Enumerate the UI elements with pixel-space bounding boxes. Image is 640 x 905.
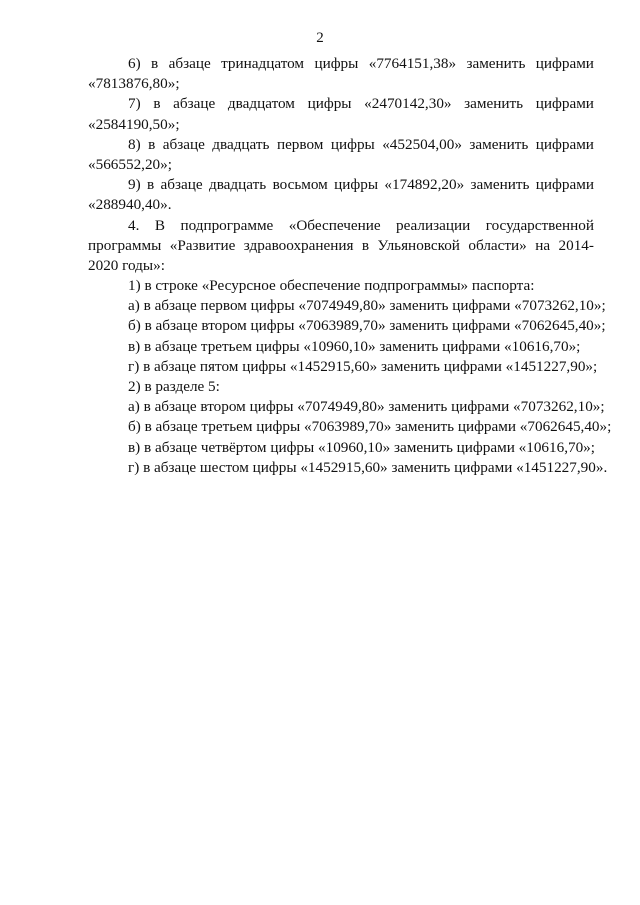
text-word: 8) [128,135,141,153]
text-word: в [153,95,161,113]
text-line: «566552,20»; [88,155,172,173]
text-word: двадцатом [227,95,295,113]
text-word: «Развитие [169,236,236,254]
text-word: области» [468,236,527,254]
text-word: в [147,176,155,194]
text-line [88,175,594,195]
text-word: реализации [396,216,471,234]
text-word: на [535,236,551,254]
text-word: двадцать [212,135,270,153]
text-word: тринадцатом [221,55,305,72]
text-word: цифрами [535,95,594,113]
text-line: г) в абзаце шестом цифры «1452915,60» заменить цифрами «1451227,90». [128,458,608,476]
text-word: В [154,216,165,234]
page-number: 2 [316,30,324,46]
text-word: первом [276,135,324,153]
document-body [88,54,612,478]
text-word: цифры [334,176,379,194]
text-line [88,54,594,74]
text-line: 1) в строке «Ресурсное обеспечение подпрограммы» паспорта: [128,277,535,295]
text-line: «288940,40». [88,196,172,214]
text-word: абзаце [160,176,203,194]
text-word: в [151,55,159,72]
text-word: «2470142,30» [364,95,452,113]
text-word: абзаце [168,55,211,72]
text-line [88,236,594,256]
text-word: заменить [470,176,530,194]
text-word: цифры [307,95,352,113]
text-word: цифрами [535,55,594,72]
text-word: восьмом [272,176,328,194]
text-word: абзаце [173,95,216,113]
text-word: заменить [464,95,524,113]
text-word: заменить [469,135,529,153]
text-word: в [361,236,370,254]
text-line [88,135,594,155]
text-word: 7) [128,95,141,113]
text-word: подпрограмме [180,216,274,234]
text-word: 4. [128,216,140,234]
text-word: цифрами [535,135,594,153]
text-word: цифрами [535,176,594,194]
text-line: б) в абзаце втором цифры «7063989,70» заменить цифрами «7062645,40»; [128,317,606,335]
text-line: г) в абзаце пятом цифры «1452915,60» заменить цифрами «1451227,90»; [128,357,598,375]
text-word: «Обеспечение [288,216,381,234]
text-line [88,216,594,236]
text-line: б) в абзаце третьем цифры «7063989,70» заменить цифрами «7062645,40»; [128,418,612,436]
text-line: «2584190,50»; [88,115,180,133]
text-word: Ульяновской [377,236,460,254]
text-word: цифры [330,135,375,153]
text-word: двадцать [208,176,267,194]
text-word: 2014- [558,236,594,254]
text-line: в) в абзаце третьем цифры «10960,10» заменить цифрами «10616,70»; [128,337,581,355]
text-line [88,94,594,114]
text-word: в [148,135,156,153]
text-line: в) в абзаце четвёртом цифры «10960,10» заменить цифрами «10616,70»; [128,438,596,456]
text-word: 9) [128,176,141,194]
text-word: программы [88,236,162,254]
text-word: абзаце [162,135,205,153]
text-word: «174892,20» [384,176,465,194]
text-word: цифры [314,55,359,72]
text-word: 6) [128,55,141,72]
text-word: государственной [485,216,594,234]
text-word: заменить [466,55,526,72]
text-word: «452504,00» [382,135,462,153]
text-word: здравоохранения [243,236,354,254]
text-line: «7813876,80»; [88,75,180,93]
text-line: а) в абзаце втором цифры «7074949,80» заменить цифрами «7073262,10»; [128,398,605,416]
text-line: а) в абзаце первом цифры «7074949,80» заменить цифрами «7073262,10»; [128,297,606,315]
text-line: 2020 годы»: [88,256,165,274]
text-word: «7764151,38» [368,55,457,72]
text-line: 2) в разделе 5: [128,378,220,395]
